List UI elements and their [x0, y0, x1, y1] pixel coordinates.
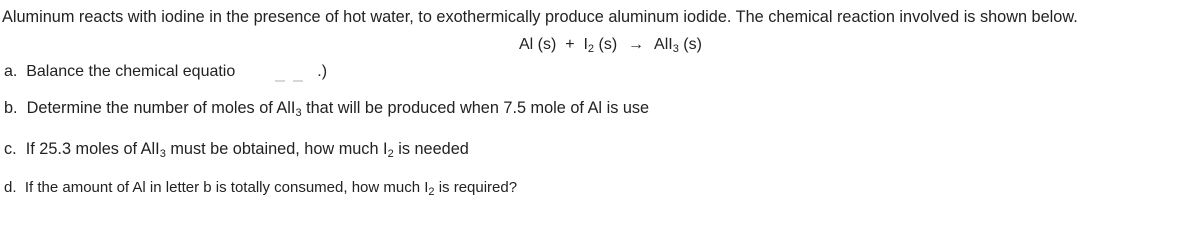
product-aluminum-iodide: AlI$_3$ (s) [654, 36, 702, 55]
reactant-iodine: $I_2$ (s) [583, 36, 618, 55]
plus-sign: + [565, 36, 575, 53]
question-a [4, 62, 327, 82]
question-marker: c. [4, 140, 17, 158]
question-b: b. Determine the number of moles of AlI$_3$ that will be produced when 7.5 mole of Al is use [4, 99, 650, 119]
chemical-equation [519, 35, 702, 55]
question-c: c. If 25.3 moles of AlI$_3$ must be obtained, how much $I_2$ is needed [4, 140, 469, 160]
question-text: Balance the chemical equatio [26, 63, 236, 80]
problem-intro: Aluminum reacts with iodine in the presence of hot water, to exothermically produce aluminum iodide. The chemical reaction involved is shown below. [2, 8, 1078, 26]
reaction-arrow: → [628, 36, 645, 53]
question-tail: .) [317, 63, 328, 80]
question-marker: d. [4, 179, 17, 196]
question-marker: a. [4, 63, 18, 80]
reactant-aluminum: Al (s) [519, 36, 557, 53]
question-marker: b. [4, 99, 18, 117]
question-d: d. If the amount of Al in letter b is totally consumed, how much $I_2$ is required? [4, 179, 518, 198]
